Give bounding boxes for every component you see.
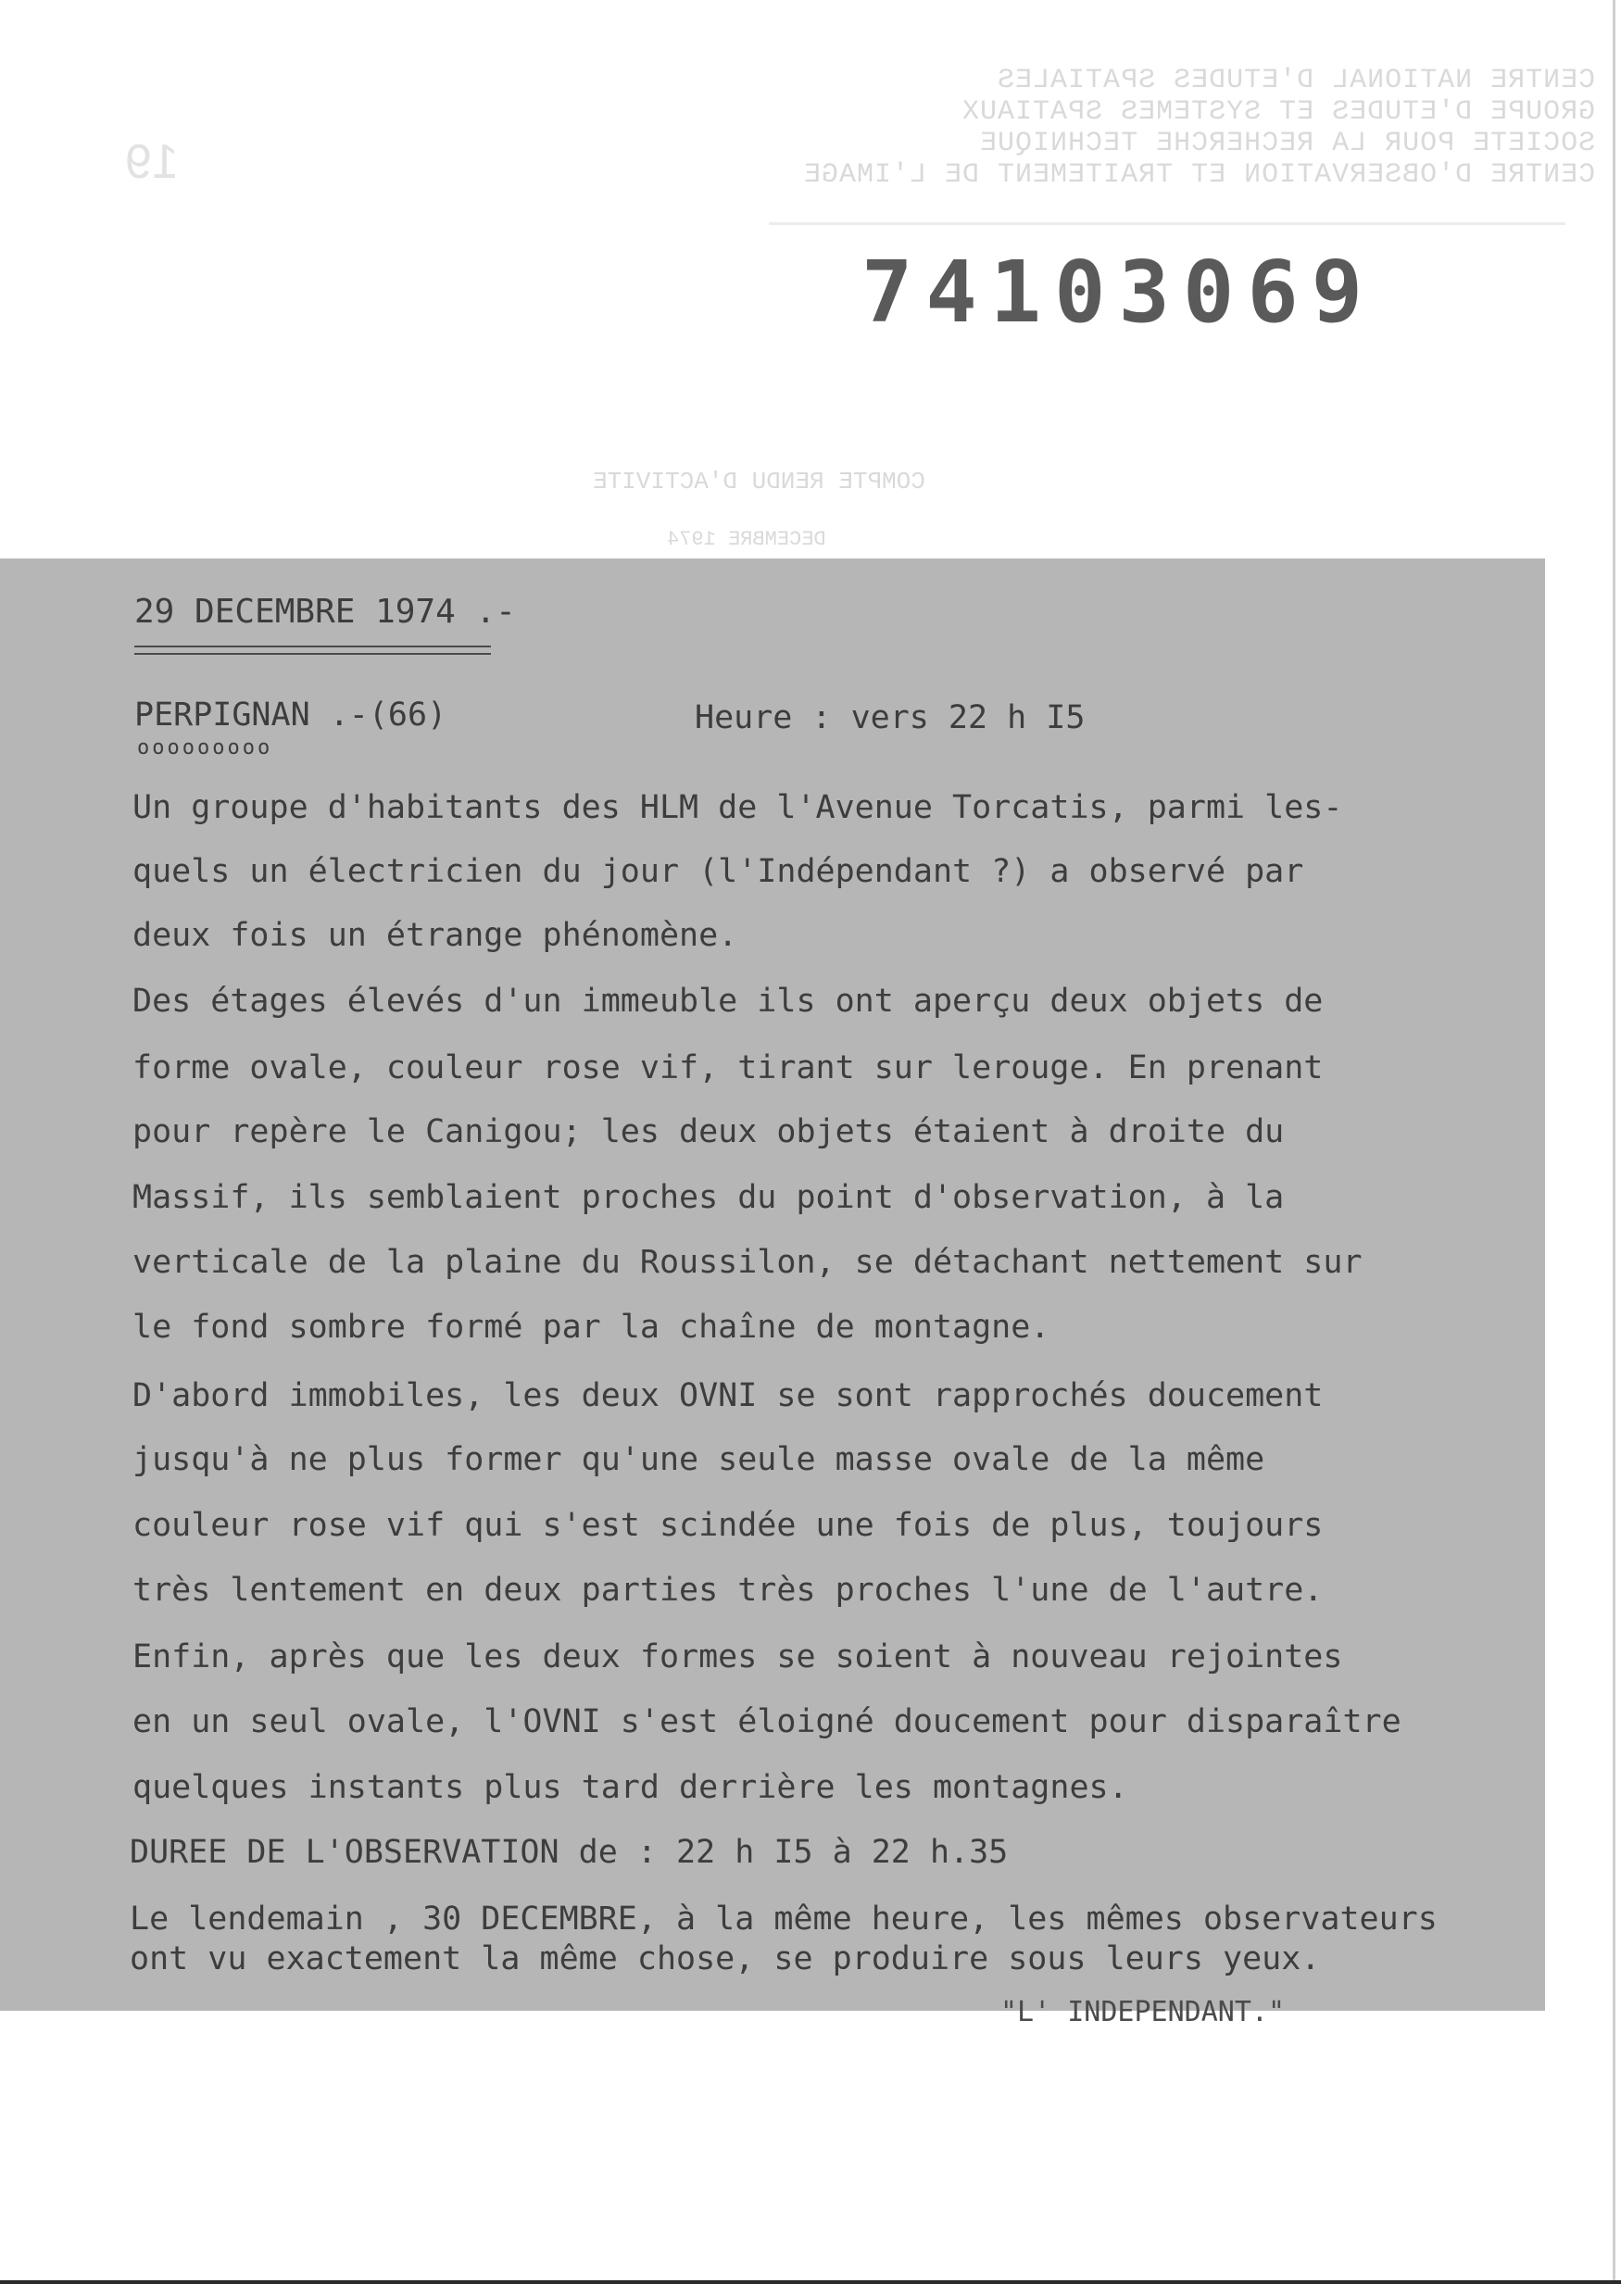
heading-underline <box>134 653 491 655</box>
body-line: très lentement en deux parties très proches l'une de l'autre. <box>132 1572 1324 1609</box>
body-line: Massif, ils semblaient proches du point d'observation, à la <box>132 1179 1285 1216</box>
next-day-line: Le lendemain , 30 DECEMBRE, à la même heure, les mêmes observateurs <box>130 1901 1438 1938</box>
bleed-header-line: SOCIETE POUR LA RECHERCHE TECHNIQUE <box>978 128 1595 159</box>
document-number: 74103069 <box>861 243 1376 342</box>
body-line: quelques instants plus tard derrière les montagnes. <box>132 1769 1128 1806</box>
body-line: couleur rose vif qui s'est scindée une fois de plus, toujours <box>132 1507 1324 1544</box>
bleed-through-header <box>803 65 1595 191</box>
place-underline: ooooooooo <box>137 736 273 759</box>
body-line: quels un électricien du jour (l'Indépendant ?) a observé par <box>132 853 1304 890</box>
bleed-through-title: COMPTE RENDU D'ACTIVITE <box>593 468 925 496</box>
body-line: le fond sombre formé par la chaîne de montagne. <box>132 1309 1050 1346</box>
place-label: PERPIGNAN .-(66) <box>134 696 447 734</box>
source-attribution: "L' INDEPENDANT." <box>1000 1996 1286 2028</box>
bleed-through-subtitle: DECEMBRE 1974 <box>667 528 826 551</box>
date-heading: 29 DECEMBRE 1974 .- <box>134 593 516 631</box>
body-line: en un seul ovale, l'OVNI s'est éloigné doucement pour disparaître <box>132 1703 1401 1740</box>
body-line: deux fois un étrange phénomène. <box>132 917 738 954</box>
bleed-header-line: CENTRE NATIONAL D'ETUDES SPATIALES <box>996 65 1595 96</box>
bleed-page-number: 19 <box>125 135 179 189</box>
body-line: verticale de la plaine du Roussilon, se détachant nettement sur <box>132 1244 1363 1281</box>
observation-duration: DUREE DE L'OBSERVATION de : 22 h I5 à 22 h.35 <box>130 1834 1009 1871</box>
bleed-header-line: CENTRE D'OBSERVATION ET TRAITEMENT DE L'IMAGE <box>802 159 1595 191</box>
next-day-line: ont vu exactement la même chose, se produire sous leurs yeux. <box>130 1940 1321 1977</box>
scan-edge-bottom <box>0 2280 1621 2284</box>
heading-underline <box>134 646 491 647</box>
body-line: forme ovale, couleur rose vif, tirant sur lerouge. En prenant <box>132 1049 1324 1086</box>
body-line: Enfin, après que les deux formes se soient à nouveau rejointes <box>132 1638 1343 1675</box>
header-rule <box>769 222 1565 225</box>
body-line: Des étages élevés d'un immeuble ils ont aperçu deux objets de <box>132 983 1324 1020</box>
body-line: jusqu'à ne plus former qu'une seule masse ovale de la même <box>132 1441 1265 1478</box>
bleed-header-line: GROUPE D'ETUDES ET SYSTEMES SPATIAUX <box>961 96 1595 128</box>
time-label: Heure : vers 22 h I5 <box>695 699 1086 736</box>
body-line: D'abord immobiles, les deux OVNI se sont rapprochés doucement <box>132 1377 1324 1414</box>
body-line: Un groupe d'habitants des HLM de l'Avenue Torcatis, parmi les- <box>132 789 1343 826</box>
scan-edge-right <box>1613 0 1615 2284</box>
body-line: pour repère le Canigou; les deux objets étaient à droite du <box>132 1113 1285 1150</box>
